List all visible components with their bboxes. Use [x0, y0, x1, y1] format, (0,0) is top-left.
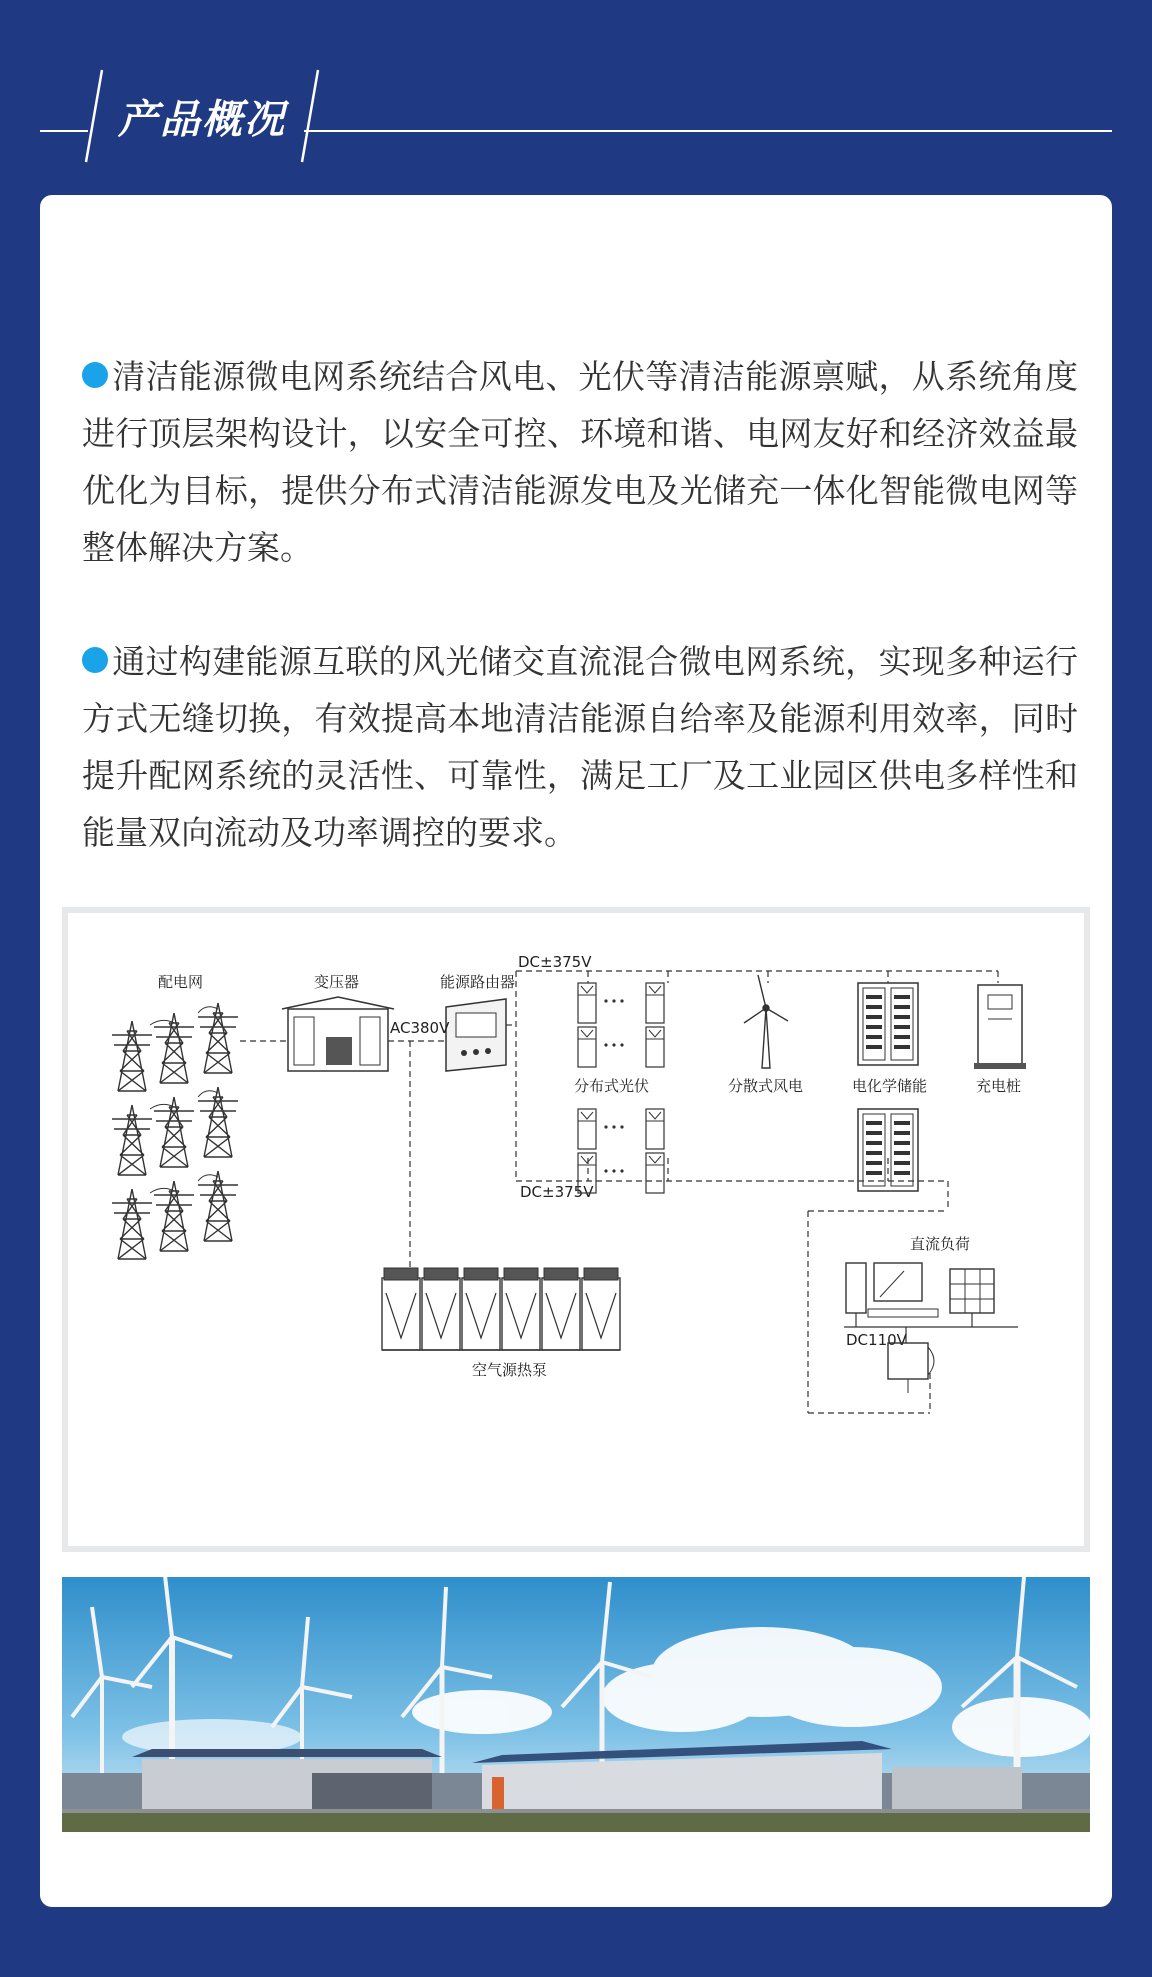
label-storage: 电化学储能: [852, 1077, 928, 1095]
wind-solar-photo: [62, 1577, 1090, 1832]
bullet-icon: [82, 647, 108, 673]
label-dc-bus-top: DC±375V: [518, 953, 592, 971]
label-dc-bus-bottom: DC±375V: [520, 1183, 594, 1201]
diagram-canvas: [68, 913, 1084, 1546]
energy-router-icon: [446, 999, 506, 1071]
label-dc110: DC110V: [846, 1331, 907, 1349]
heat-pump-icon: [382, 1268, 620, 1350]
paragraph-1-text: 清洁能源微电网系统结合风电、光伏等清洁能源禀赋，从系统角度进行顶层架构设计，以安全可控、环境和谐、电网友好和经济效益最优化为目标，提供分布式清洁能源发电及光储充一体化智能微电网等整体解决方案。: [82, 357, 1078, 567]
computer-icon: [846, 1263, 938, 1317]
wind-turbine-icon: [744, 975, 788, 1068]
label-ac-bus: AC380V: [390, 1019, 450, 1037]
photo-illustration: [62, 1577, 1090, 1832]
dc-converter-icon: [888, 1343, 934, 1393]
charging-pile-icon: [974, 985, 1026, 1069]
label-router: 能源路由器: [440, 973, 516, 991]
grid-towers-icon: [112, 1003, 238, 1259]
paragraph-1: [82, 348, 1078, 576]
transformer-icon: [282, 997, 394, 1071]
label-grid: 配电网: [158, 973, 204, 991]
label-heat-pump: 空气源热泵: [472, 1361, 548, 1379]
content-card: [40, 195, 1112, 1907]
label-transformer: 变压器: [314, 973, 360, 991]
paragraph-2-text: 通过构建能源互联的风光储交直流混合微电网系统，实现多种运行方式无缝切换，有效提高本地清洁能源自给率及能源利用效率，同时提升配网系统的灵活性、可靠性，满足工厂及工业园区供电多样性和能量双向流动及功率调控的要求。: [82, 642, 1078, 852]
page-title: 产品概况: [118, 97, 286, 143]
label-charger: 充电桩: [976, 1077, 1022, 1095]
label-wind: 分散式风电: [728, 1077, 804, 1095]
label-dc-load: 直流负荷: [910, 1235, 971, 1253]
bullet-icon: [82, 362, 108, 388]
solar-panel-icon: [950, 1269, 994, 1313]
paragraph-2: [82, 633, 1078, 861]
microgrid-diagram: [62, 907, 1090, 1552]
section-header: [0, 0, 1152, 190]
label-pv: 分布式光伏: [574, 1077, 650, 1095]
